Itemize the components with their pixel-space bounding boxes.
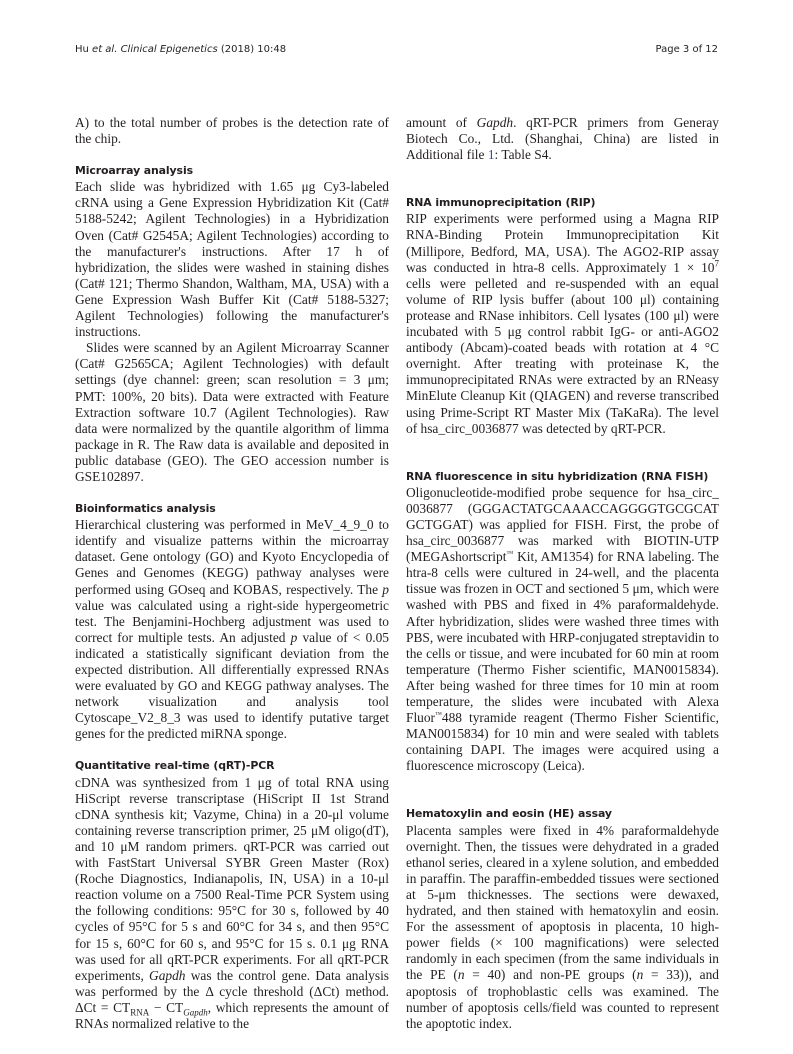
text-run: = 40) and non-PE groups ( xyxy=(464,967,637,983)
text-run: Hierarchical clustering was performed in MeV_4_9_0 to identify and visualize patterns within the microarray dataset. Gene ontology (GO) and Kyoto Encyclopedia of Genes and Genomes (KEGG) pathway analyses were performed using GOseq and KOBAS, respectively. The xyxy=(75,517,389,597)
text-run: : Table S4. xyxy=(494,147,552,163)
paragraph-qrtpcr xyxy=(75,775,389,1033)
text-run: amount of xyxy=(406,115,477,130)
italic-n: n xyxy=(636,967,644,983)
year-volume: (2018) 10:48 xyxy=(217,44,287,55)
italic-n: n xyxy=(457,967,465,983)
et-al: et al. xyxy=(92,44,118,55)
page-number: Page 3 of 12 xyxy=(655,44,718,55)
text-run: RIP experiments were performed using a Magna RIP RNA-Binding Protein Immunoprecipitation Kit (Millipore, Bedford, MA, USA). The AGO2-RIP assay was conducted in htra-8 cells. Approximately 1 × 10 xyxy=(406,211,719,275)
additional-file-link[interactable]: 1 xyxy=(487,147,495,163)
italic-p: p xyxy=(382,581,389,597)
trademark-symbol: ™ xyxy=(435,710,442,719)
right-column xyxy=(406,115,719,1032)
subscript-gapdh: Gapdh xyxy=(183,1007,208,1018)
superscript-exponent: 7 xyxy=(714,258,719,269)
text-run: value of < 0.05 indicated a statistically significant deviation from the expected distribution. All differentially expressed RNAs were evaluated by GO and KEGG pathway analyses. The network visualization and analysis tool Cytoscape_V2_8_3 was used to identify putative target genes for the predicted miRNA sponge. xyxy=(75,629,390,742)
paragraph-qrtpcr-continuation xyxy=(406,115,719,163)
text-run: cDNA was synthesized from 1 μg of total RNA using HiScript reverse transcriptase (HiScript II 1st Strand cDNA synthesis kit; Vazyme, China) in a 20-μl volume containing reverse transcription primer, 25 μM oligo(dT), and 10 μM random primers. qRT-PCR was carried out with FastStart Universal SYBR Green Master (Rox) (Roche Diagnostics, Indianapolis, IN, USA) in a 10-μl reaction volume on a 7500 Real-Time PCR System using the following conditions: 95°C for 30 s, followed by 40 cycles of 95°C for 5 s and 60°C for 34 s, and then 95°C for 15 s, 60°C for 60 s, and 95°C for 15 s. 0.1 μg RNA was used for all qRT-PCR experiments. For all qRT-PCR experiments, xyxy=(75,774,389,983)
text-run: = 33)), and apoptosis of trophoblastic cells was examined. The number of apoptosis cells/field was counted to represent the apoptotic index. xyxy=(406,967,719,1031)
subscript-rna: RNA xyxy=(130,1007,150,1018)
left-column xyxy=(75,115,389,1032)
journal-name: Clinical Epigenetics xyxy=(120,44,218,55)
paragraph-bioinformatics xyxy=(75,517,389,742)
text-run: 488 tyramide reagent (Thermo Fisher Scientific, MAN0015834) for 10 min and were sealed with tablets containing DAPI. The images were acquired using a fluorescence microscopy (Leica). xyxy=(406,710,719,774)
heading-he-assay: Hematoxylin and eosin (HE) assay xyxy=(406,807,612,821)
text-run: Kit, AM1354) for RNA labeling. The htra-8 cells were cultured in 24-well, and the placenta tissue was frozen in OCT and sectioned 5 μm, which were washed with PBS and fixed in 4% paraformaldehyde. After hybridization, slides were washed three times with PBS, were incubated with HRP-conjugated streptavidin to the cells or tissue, and were incubated for 60 min at room temperature (Thermo Fisher scientific, MAN0015834). After being washed for three times for 10 min at room temperature, the slides were incubated with Alexa Fluor xyxy=(406,549,719,726)
text-run: value was calculated using a right-side hypergeometric test. The Benjamini-Hochberg adjustment was used to correct for multiple tests. An adjusted xyxy=(75,597,389,645)
paragraph-rna-fish xyxy=(406,485,719,775)
text-run: cells were pelleted and re-suspended with an equal volume of RIP lysis buffer (about 100 μl) containing protease and RNase inhibitors. Cell lysates (100 μl) were incubated with 5 μg control rabbit IgG- or anti-AGO2 antibody (Abcam)-coated beads with rotation at 4 °C overnight. After treating with proteinase K, the immunoprecipitated RNAs were extracted by an RNeasy MinElute Cleanup Kit (QIAGEN) and reverse transcribed using Prime-Script RT Master Mix (TaKaRa). The level of hsa_circ_0036877 was detected by qRT-PCR. xyxy=(406,275,719,436)
heading-microarray: Microarray analysis xyxy=(75,164,193,178)
text-run: Placenta samples were fixed in 4% paraformaldehyde overnight. Then, the tissues were dehydrated in a graded ethanol series, cleared in a xylene solution, and embedded in paraffin. The paraffin-embedded tissues were sectioned at 5-μm thicknesses. The sections were dewaxed, hydrated, and then stained with hematoxylin and eosin. For the assessment of apoptosis in placenta, 10 high-power fields (× 100 magnifications) were selected randomly in each specimen (from the same individuals in the PE ( xyxy=(406,822,719,983)
text-run: . qRT-PCR primers from Generay Biotech Co., Ltd. (Shanghai, China) are listed in Additional file xyxy=(406,115,719,163)
text-run: , which represents the amount of RNAs normalized relative to the xyxy=(75,999,390,1031)
heading-qrtpcr: Quantitative real-time (qRT)-PCR xyxy=(75,759,275,773)
paragraph-microarray-2: Slides were scanned by an Agilent Microarray Scanner (Cat# G2565CA; Agilent Technologies) with default settings (dye channel: green; scan resolution = 3 μm; PMT: 100%, 20 bits). Data were extracted with Feature Extraction software 10.7 (Agilent Technologies). Raw data were normalized by the quantile algorithm of limma package in R. The Raw data is available and deposited in public database (GEO). The GEO accession number is GSE102897. xyxy=(75,340,389,484)
trademark-symbol: ™ xyxy=(506,549,514,558)
running-head xyxy=(75,44,718,60)
heading-bioinformatics: Bioinformatics analysis xyxy=(75,502,216,516)
gene-name: Gapdh xyxy=(149,967,186,983)
paragraph-microarray-1: Each slide was hybridized with 1.65 μg Cy3-labeled cRNA using a Gene Expression Hybridization Kit (Cat# 5188-5242; Agilent Technologies) in a Hybridization Oven (Cat# G2545A; Agilent Technologies) according to the manufacturer's instructions. After 17 h of hybridization, the slides were washed in staining dishes (Cat# 121; Thermo Shandon, Waltham, MA, USA) with a Gene Expression Wash Buffer Kit (Cat# 5188-5327; Agilent Technologies) following the manufacturer's instructions. xyxy=(75,179,389,340)
text-run: Oligonucleotide-modified probe sequence for hsa_circ_ 0036877 (GGGACTATGCAAACCAGGGGTGCGCAT GCTGGAT) was applied for FISH. First, the probe of hsa_circ_0036877 was marked with BIOTIN-UTP (MEGAshortscript xyxy=(406,484,719,565)
heading-rip: RNA immunoprecipitation (RIP) xyxy=(406,196,596,210)
text-run: was the control gene. Data analysis was performed by the Δ cycle threshold (ΔCt) method. ΔCt = CT xyxy=(75,967,390,1015)
text-run: − CT xyxy=(149,999,184,1015)
paragraph-rip xyxy=(406,211,719,436)
gene-name: Gapdh xyxy=(476,115,514,130)
paragraph-he-assay xyxy=(406,823,719,1032)
author: Hu xyxy=(75,44,89,55)
citation xyxy=(75,44,286,55)
italic-p: p xyxy=(290,629,298,645)
heading-rna-fish: RNA fluorescence in situ hybridization (RNA FISH) xyxy=(406,469,709,483)
paragraph-intro-continuation: A) to the total number of probes is the detection rate of the chip. xyxy=(75,115,389,147)
